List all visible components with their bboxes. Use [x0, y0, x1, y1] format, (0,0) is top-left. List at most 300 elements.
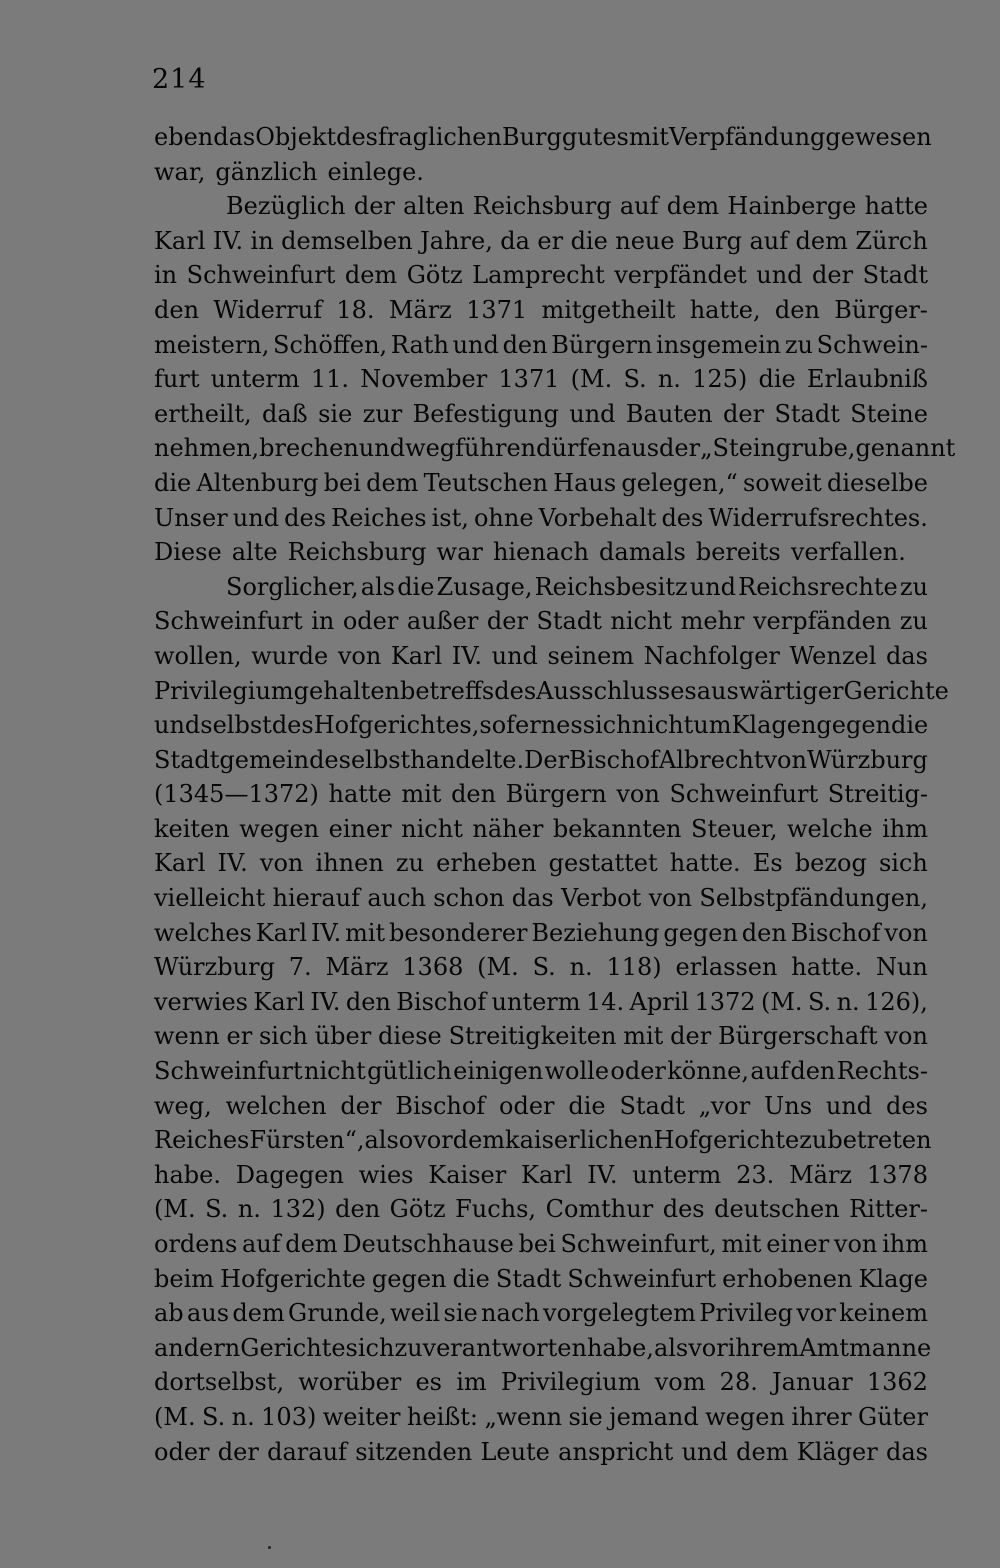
word: Bürgern: [505, 780, 607, 809]
word: demselben: [281, 226, 413, 255]
text-line: [154, 535, 928, 570]
word: Nun: [875, 953, 928, 982]
word: dem: [666, 192, 720, 221]
word: von: [337, 641, 382, 670]
word: den: [451, 780, 497, 809]
word: vor: [413, 1126, 453, 1155]
word: wenn: [154, 1022, 220, 1051]
word: 1368: [402, 953, 464, 982]
text-line: [154, 466, 928, 501]
word: Stadt: [619, 1091, 685, 1120]
text-line: [154, 431, 956, 466]
word: 126),: [865, 987, 928, 1016]
word: Bischof: [569, 745, 659, 774]
word: IV.: [587, 1160, 618, 1189]
word: gehalten: [293, 676, 400, 705]
word: brechen: [259, 434, 359, 463]
word: Steine: [850, 399, 928, 428]
word: 1371: [498, 365, 560, 394]
text-line: [154, 1365, 928, 1400]
text-line: [154, 1296, 928, 1331]
word: Fuchs,: [455, 1195, 537, 1224]
word: zur: [362, 399, 403, 428]
word: Vorbehalt: [538, 503, 657, 532]
word: ihm: [882, 814, 928, 843]
word: mitgetheilt: [541, 295, 676, 324]
word: der: [670, 1022, 712, 1051]
word: dem: [285, 1230, 338, 1258]
word: Schweinfurt: [154, 607, 303, 636]
word: schon: [433, 884, 505, 913]
word: darauf: [267, 1437, 347, 1466]
word: oder: [154, 1437, 210, 1466]
text-line: [154, 293, 928, 328]
word: aus: [186, 1299, 230, 1328]
word: (M.: [760, 987, 803, 1016]
word: Unser: [154, 503, 228, 532]
word: n.: [231, 1402, 255, 1431]
word: (M.: [477, 953, 519, 982]
word: Objekt: [255, 123, 337, 151]
word: handelte.: [410, 745, 525, 774]
word: neue: [615, 226, 675, 255]
word: IV.: [212, 226, 244, 255]
word: Verbot: [561, 884, 642, 913]
word: Streitigkeiten: [448, 1022, 617, 1051]
word: andern: [154, 1333, 241, 1362]
word: dem: [232, 1299, 285, 1328]
word: der: [659, 434, 701, 463]
word: sich: [258, 1022, 308, 1051]
word: S.: [807, 987, 832, 1016]
word: alten: [403, 192, 465, 221]
word: Schweinfurt: [154, 1057, 303, 1086]
word: der: [353, 192, 395, 221]
word: November: [360, 365, 488, 394]
word: ordens: [154, 1230, 238, 1258]
word: von: [616, 780, 660, 809]
text-line: [154, 743, 928, 778]
word: n.: [657, 365, 681, 394]
word: zu: [394, 1333, 423, 1362]
word: wollen,: [154, 641, 242, 670]
word: genannt: [855, 434, 956, 463]
text-line: [154, 362, 928, 397]
word: Bürger-: [834, 295, 928, 324]
word: sitzenden: [355, 1437, 473, 1466]
word: Jahre,: [420, 226, 493, 255]
word: kaiserlichen: [505, 1126, 654, 1155]
word: auf: [619, 192, 659, 221]
word: S.: [623, 365, 647, 394]
word: IV.: [217, 849, 248, 878]
word: dieselbe: [826, 468, 928, 497]
word: Bischof: [396, 987, 487, 1016]
word: S.: [205, 1195, 229, 1224]
word: wegen: [239, 814, 320, 843]
word: erlassen: [675, 953, 778, 982]
word: sich: [345, 1333, 395, 1362]
word: nach: [481, 1299, 540, 1328]
word: der: [217, 1437, 259, 1466]
text-line: [154, 570, 928, 605]
word: S.: [532, 953, 556, 982]
word: von: [884, 918, 928, 947]
word: 11.: [310, 365, 350, 394]
word: „Steingrube,: [700, 434, 856, 463]
word: verpfändet: [614, 261, 747, 290]
word: betreten: [827, 1126, 932, 1155]
word: auf: [749, 226, 789, 255]
word: verantworten: [422, 1333, 587, 1362]
word: Diese: [154, 538, 222, 567]
word: Privileg: [699, 1299, 794, 1328]
word: des: [886, 1091, 928, 1120]
word: bezog: [794, 849, 867, 878]
word: Steuer,: [691, 814, 778, 843]
word: Amtmanne: [799, 1333, 932, 1362]
word: mehr: [680, 607, 745, 636]
word: Sorglicher,: [226, 572, 359, 601]
word: keinem: [839, 1299, 928, 1328]
word: bei: [323, 468, 361, 497]
word: die: [154, 468, 192, 497]
text-line: [154, 777, 928, 812]
word: dortselbst,: [154, 1368, 285, 1397]
word: gegen: [816, 711, 892, 740]
text-line: [154, 950, 928, 985]
word: er: [537, 226, 564, 255]
word: hatte.: [791, 953, 863, 982]
word: Befestigung: [412, 399, 559, 428]
word: 1371: [466, 295, 528, 324]
word: der: [340, 1091, 382, 1120]
word: Es: [752, 849, 783, 878]
word: gütlich: [367, 1057, 452, 1086]
word: den: [774, 295, 820, 324]
word: wegen: [705, 1402, 785, 1431]
text-line: [154, 639, 928, 674]
word: unterm: [210, 365, 300, 394]
word: Wenzel: [789, 641, 877, 670]
text-line: [154, 708, 928, 743]
word: könne,: [667, 1057, 749, 1086]
word: Bürgern: [551, 330, 653, 359]
word: 14.: [585, 987, 625, 1016]
text-line: [154, 604, 928, 639]
word: Klage: [858, 1264, 928, 1293]
word: in: [250, 226, 274, 255]
word: Würzburg: [806, 745, 928, 774]
word: 1362: [866, 1368, 928, 1397]
word: vielleicht: [154, 884, 266, 913]
word: Widerruf: [213, 295, 323, 324]
word: den: [345, 987, 391, 1016]
word: des: [336, 123, 378, 151]
word: jemand: [609, 1402, 699, 1431]
word: gestattet: [548, 849, 658, 878]
word: ihrer: [791, 1402, 852, 1431]
word: (M.: [154, 1195, 196, 1224]
word: außer: [406, 607, 479, 636]
word: Ausschlusses: [536, 676, 697, 705]
text-line: [154, 189, 928, 224]
word: bekannten: [552, 814, 682, 843]
word: Reichsrechte: [738, 572, 898, 601]
text-line: [154, 120, 932, 155]
word: einer: [766, 1230, 830, 1258]
text-line: [154, 328, 928, 363]
word: unterm: [491, 987, 581, 1016]
word: seinem: [547, 641, 635, 670]
word: Uns: [764, 1091, 813, 1120]
word: Schweinfurt: [669, 780, 819, 809]
word: in: [311, 607, 335, 636]
word: von: [763, 745, 807, 774]
word: der: [812, 261, 854, 290]
word: von: [259, 849, 304, 878]
word: sofern: [479, 711, 557, 740]
text-line: [154, 1435, 928, 1470]
text-line: [154, 1054, 928, 1089]
word: gegen: [371, 1264, 447, 1293]
word: mit: [401, 780, 442, 809]
word: und: [154, 711, 201, 740]
word: bereits: [695, 538, 781, 567]
word: da: [500, 226, 530, 255]
word: Karl: [255, 918, 308, 947]
word: des: [284, 503, 327, 532]
word: Stadtgemeinde: [154, 745, 339, 774]
word: das: [886, 1437, 928, 1466]
word: ihrem: [727, 1333, 800, 1362]
word: dem: [366, 468, 419, 497]
word: Hofgerichte: [653, 1126, 800, 1155]
word: 7.: [288, 953, 312, 982]
word: März: [789, 1160, 853, 1189]
word: Beziehung: [531, 918, 660, 947]
word: Reichsburg: [472, 192, 612, 221]
word: habe,: [586, 1333, 654, 1362]
word: es: [556, 711, 583, 740]
word: 118): [606, 953, 662, 982]
word: sie: [568, 1402, 603, 1431]
word: Comthur: [545, 1195, 654, 1224]
text-line: [154, 155, 928, 190]
word: und: [689, 572, 737, 601]
word: 132): [270, 1195, 326, 1224]
word: als: [653, 1333, 689, 1362]
word: bei: [518, 1230, 556, 1258]
word: Reichsburg: [287, 538, 427, 567]
word: März: [325, 953, 389, 982]
text-line: [154, 224, 928, 259]
word: den: [154, 295, 200, 324]
word: furt: [154, 365, 200, 394]
word: sich: [582, 711, 632, 740]
text-line: [154, 1158, 928, 1193]
word: alte: [231, 538, 278, 567]
word: und: [825, 1091, 873, 1120]
word: 103): [261, 1402, 317, 1431]
word: hatte: [864, 192, 928, 221]
word: vor: [796, 1299, 836, 1328]
word: hienach: [492, 538, 589, 567]
word: Götz: [389, 1195, 446, 1224]
word: um: [693, 711, 732, 740]
word: sie: [318, 399, 353, 428]
word: wegführen: [405, 434, 537, 463]
word: erheben: [436, 849, 537, 878]
word: Karl: [253, 987, 305, 1016]
word: Stadt: [495, 1264, 562, 1293]
word: Streitig-: [827, 780, 928, 809]
word: er: [226, 1022, 253, 1051]
word: mit: [721, 1230, 762, 1258]
word: gelegen,“: [621, 468, 738, 497]
word: Zürch: [855, 226, 928, 255]
ink-speck: [268, 1546, 271, 1549]
word: Der: [524, 745, 570, 774]
word: den: [335, 1195, 381, 1224]
word: die: [891, 711, 929, 740]
word: und: [358, 434, 406, 463]
word: die: [758, 365, 796, 394]
word: Hofgerichtes,: [313, 711, 480, 740]
word: ist,: [431, 503, 469, 532]
word: mit: [345, 918, 386, 947]
word: unterm: [632, 1160, 722, 1189]
text-line: [154, 501, 928, 536]
word: und: [232, 503, 280, 532]
word: oder: [610, 1057, 666, 1086]
word: und: [452, 330, 499, 359]
word: anspricht: [558, 1437, 674, 1466]
word: Reiches: [331, 503, 427, 532]
word: sie: [443, 1299, 478, 1328]
word: und: [569, 399, 616, 428]
word: Dagegen: [235, 1160, 344, 1189]
text-line: [154, 985, 928, 1020]
word: in: [154, 261, 178, 290]
word: Nachfolger: [643, 641, 780, 670]
word: welche: [787, 814, 873, 843]
word: Fürsten“,: [249, 1126, 365, 1155]
word: auf: [241, 1230, 281, 1258]
word: Stadt: [774, 399, 840, 428]
word: Bischof: [395, 1091, 486, 1120]
word: hatte.: [669, 849, 741, 878]
word: keiten: [154, 814, 230, 843]
word: weil: [390, 1299, 441, 1328]
text-line: [154, 258, 928, 293]
word: deutschen: [714, 1195, 840, 1224]
word: Lamprecht: [472, 261, 605, 290]
word: das: [213, 123, 256, 151]
word: Altenburg: [196, 468, 319, 497]
word: Hainberge: [727, 192, 857, 221]
word: es: [415, 1368, 442, 1397]
word: Kläger: [796, 1437, 878, 1466]
word: ihm: [882, 1230, 928, 1258]
word: n.: [836, 987, 860, 1016]
word: des: [662, 1195, 705, 1224]
word: welchen: [225, 1091, 327, 1120]
word: die: [397, 572, 435, 601]
word: Privilegium: [154, 676, 294, 705]
word: Rath: [390, 330, 449, 359]
word: beim: [154, 1264, 214, 1293]
word: zu: [899, 572, 928, 601]
word: habe.: [154, 1160, 221, 1189]
word: dem: [344, 261, 398, 290]
word: dem: [736, 1437, 789, 1466]
word: besonderer: [389, 918, 528, 947]
word: Albrecht: [658, 745, 764, 774]
word: Gerichte: [843, 676, 949, 705]
word: verwies: [154, 987, 248, 1016]
word: zu: [784, 330, 813, 359]
word: 125): [692, 365, 748, 394]
word: Leute: [480, 1437, 550, 1466]
word: welches: [154, 918, 252, 947]
word: von: [648, 884, 693, 913]
word: n.: [569, 953, 593, 982]
word: daß: [262, 399, 308, 428]
word: selbst: [338, 745, 411, 774]
word: gegen: [663, 918, 738, 947]
word: dem: [452, 1126, 506, 1155]
word: IV.: [310, 987, 341, 1016]
word: dem: [795, 226, 848, 255]
word: verpfänden: [752, 607, 892, 636]
word: 18.: [336, 295, 375, 324]
word: und: [681, 1437, 728, 1466]
word: auf: [750, 1057, 789, 1086]
word: meistern,: [154, 330, 270, 359]
word: Erlaubniß: [806, 365, 928, 394]
word: Klagen: [731, 711, 817, 740]
word: Güter: [858, 1402, 928, 1431]
word: aus: [616, 434, 660, 463]
word: Bürgerschaft: [718, 1022, 878, 1051]
word: Selbstpfändungen,: [699, 884, 928, 913]
word: Schwein-: [816, 330, 928, 359]
word: des: [661, 503, 704, 532]
word: der: [486, 607, 528, 636]
text-line: [154, 812, 928, 847]
word: 1372: [694, 987, 756, 1016]
word: Würzburg: [154, 953, 275, 982]
text-line: [154, 397, 928, 432]
word: Karl: [154, 226, 206, 255]
word: ohne: [473, 503, 534, 532]
word: Bischof: [790, 918, 881, 947]
word: den: [790, 1057, 836, 1086]
word: Schweinfurt: [567, 1264, 717, 1293]
word: den: [741, 918, 787, 947]
word: diese: [378, 1022, 442, 1051]
word: fraglichen: [378, 123, 502, 151]
text-line: [154, 1331, 932, 1366]
word: Burggutes: [501, 123, 629, 151]
word: nicht: [631, 711, 694, 740]
text-line: [154, 674, 949, 709]
word: einer: [328, 814, 392, 843]
text-line: [154, 1192, 928, 1227]
word: war,: [154, 157, 206, 186]
word: Teutschen: [423, 468, 548, 497]
